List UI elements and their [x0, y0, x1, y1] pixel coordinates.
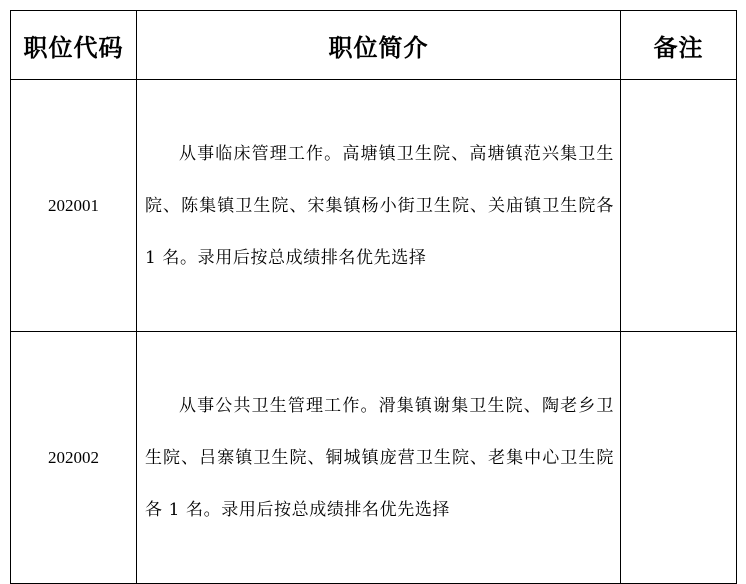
position-table — [10, 10, 737, 584]
table-header-row — [11, 11, 737, 80]
position-description-cell: 从事公共卫生管理工作。滑集镇谢集卫生院、陶老乡卫生院、吕寨镇卫生院、铜城镇庞营卫生院、老集中心卫生院各 1 名。录用后按总成绩排名优先选择 — [137, 332, 621, 584]
note-cell — [621, 332, 737, 584]
position-description-cell: 从事临床管理工作。高塘镇卫生院、高塘镇范兴集卫生院、陈集镇卫生院、宋集镇杨小街卫生院、关庙镇卫生院各 1 名。录用后按总成绩排名优先选择 — [137, 80, 621, 332]
position-code-cell: 202001 — [11, 80, 137, 332]
table-row — [11, 332, 737, 584]
position-code-cell: 202002 — [11, 332, 137, 584]
note-cell — [621, 80, 737, 332]
table-row — [11, 80, 737, 332]
header-note: 备注 — [621, 11, 737, 80]
header-position-description: 职位简介 — [137, 11, 621, 80]
header-position-code: 职位代码 — [11, 11, 137, 80]
